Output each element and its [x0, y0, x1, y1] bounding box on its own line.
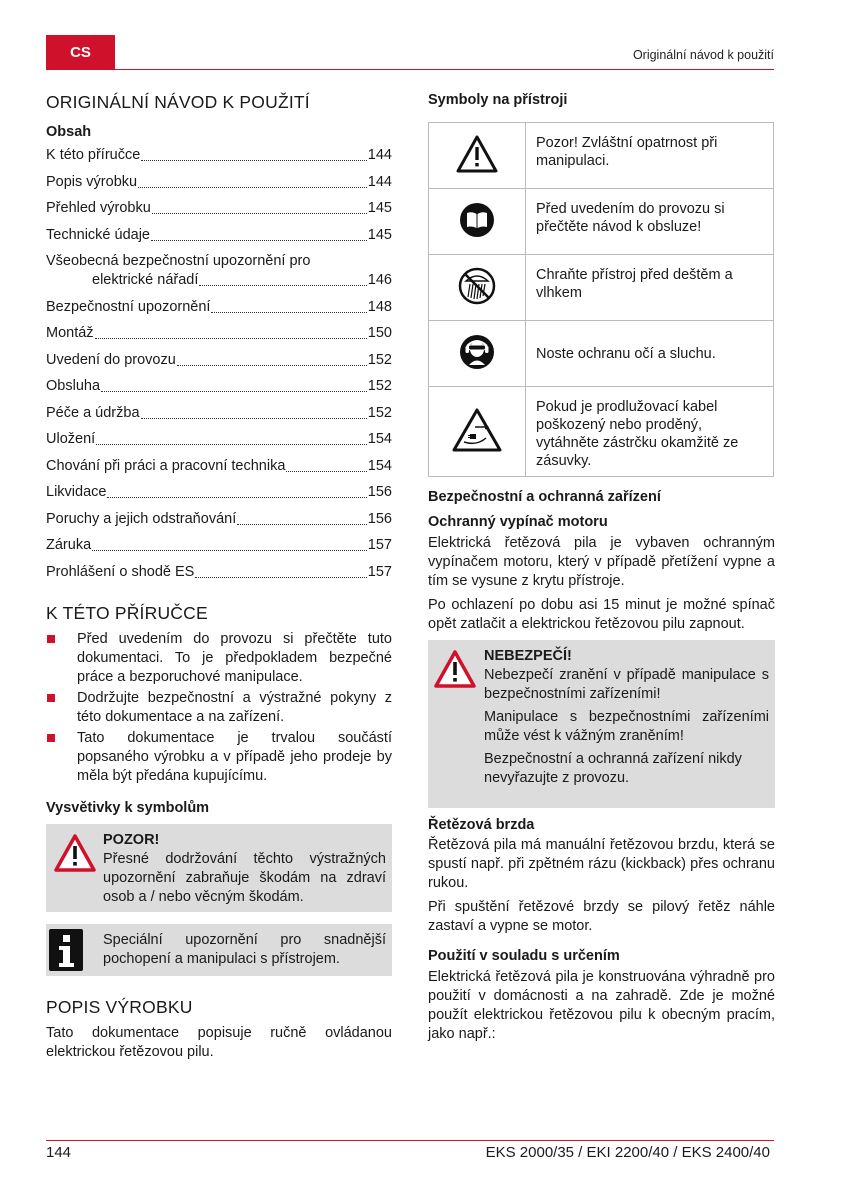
info-box	[46, 924, 392, 976]
toc-leader	[141, 418, 367, 419]
toc-leader	[141, 160, 367, 161]
symbol-row	[429, 255, 774, 321]
toc-entry-title: Prohlášení o shodě ES	[46, 563, 195, 580]
toc-entry-title: Poruchy a jejich odstraňování	[46, 510, 237, 527]
right-column	[428, 88, 775, 1044]
warning-triangle-icon	[455, 134, 499, 174]
list-item-text: Dodržujte bezpečnostní a výstražné pokyny z této dokumentace a na zařízení.	[77, 689, 392, 725]
toc-leader	[177, 365, 367, 366]
caution-title: POZOR!	[103, 831, 160, 848]
danger-text: Manipulace s bezpečnostními zařízeními může vést k vážným zraněním!	[484, 709, 769, 744]
left-column	[46, 88, 392, 1062]
toc-entry	[46, 483, 392, 502]
toc-entry-title: Montáž	[46, 325, 94, 341]
caution-text: Přesné dodržování těchto výstražných upozornění zabraňuje škodám na zdraví osob a / nebo věcným škodám.	[103, 850, 386, 905]
legend-title: Vysvětivky k symbolům	[46, 799, 210, 816]
toc-entry	[46, 226, 392, 245]
brake-paragraph: Řetězová pila má manuální řetězovou brzdu, která se spustí např. při zpětném rázu (kickback) přes ochranu rukou.	[428, 837, 775, 891]
warning-triangle-icon	[54, 834, 96, 872]
table-of-contents	[46, 146, 392, 582]
motor-paragraph: Elektrická řetězová pila je vybaven ochranným vypínačem motoru, který v případě přetížení vypne a tím se vysune z krytu přístroje.	[428, 535, 775, 589]
toc-leader	[152, 213, 367, 214]
info-icon	[49, 929, 83, 971]
list-item	[46, 630, 392, 687]
toc-entry	[46, 173, 392, 192]
toc-entry	[46, 404, 392, 423]
info-text: Speciální upozornění pro snadnější pochopení a manipulaci s přístrojem.	[103, 931, 386, 967]
symbol-row	[429, 123, 774, 189]
symbol-row	[429, 387, 774, 477]
toc-entry-title: Technické údaje	[46, 226, 150, 243]
toc-page: 154	[367, 431, 392, 447]
toc-leader	[107, 497, 366, 498]
symbol-row	[429, 321, 774, 387]
list-item	[46, 689, 392, 727]
danger-box	[428, 640, 775, 808]
toc-entry	[46, 457, 392, 476]
toc-entry-title: Péče a údržba	[46, 404, 140, 421]
read-manual-icon	[459, 202, 495, 238]
toc-page: 146	[367, 272, 392, 288]
toc-entry-title: Popis výrobku	[46, 173, 138, 190]
toc-entry	[46, 146, 392, 165]
list-item-text: Tato dokumentace je trvalou součástí popsaného výrobku a v případě jeho prodeje by měla být předána kupujícímu.	[77, 729, 392, 784]
symbol-text: Noste ochranu očí a sluchu.	[526, 321, 774, 387]
motor-paragraph: Po ochlazení po dobu asi 15 minut je možné spínač opět zatlačit a elektrickou řetězovou pilu zapnout.	[428, 597, 775, 632]
toc-leader	[96, 444, 367, 445]
toc-entry	[46, 563, 392, 582]
use-paragraph: Elektrická řetězová pila je konstruována výhradně pro použití v domácnosti a na zahradě. Zde je možné použít elektrickou řetězovou pilu k obecným pracím, jako např.:	[428, 969, 775, 1042]
toc-entry	[46, 298, 392, 317]
footer-rule	[46, 1140, 774, 1141]
bullet-square-icon	[47, 734, 55, 742]
toc-entry-title: Záruka	[46, 537, 92, 553]
toc-leader	[95, 338, 367, 339]
safety-title: Bezpečnostní a ochranná zařízení	[428, 489, 661, 505]
toc-entry	[46, 252, 392, 290]
toc-entry	[46, 510, 392, 529]
toc-page: 145	[367, 200, 392, 216]
brake-paragraph: Při spuštění řetězové brzdy se pilový řetěz náhle zastaví a vypne se motor.	[428, 899, 775, 934]
toc-entry	[46, 536, 392, 555]
symbol-text: Chraňte přístroj před deštěm a vlhkem	[526, 255, 774, 321]
unplug-warning-icon	[451, 407, 503, 453]
product-text: Tato dokumentace popisuje ručně ovládanou elektrickou řetězovou pilu.	[46, 1024, 392, 1060]
toc-entry-title: Likvidace	[46, 484, 107, 500]
toc-page: 152	[367, 351, 392, 368]
header-title: Originální návod k použití	[632, 48, 774, 62]
toc-entry-title: Uložení	[46, 431, 96, 447]
language-tab: CS	[46, 35, 115, 70]
toc-leader	[237, 524, 367, 525]
toc-entry-title: K této příručce	[46, 147, 141, 163]
eye-ear-protection-icon	[459, 334, 495, 370]
product-title: POPIS VÝROBKU	[46, 996, 193, 1017]
symbol-text: Před uvedením do provozu si přečtěte návod k obsluze!	[526, 189, 774, 255]
list-item-text: Před uvedením do provozu si přečtěte tuto dokumentaci. To je předpokladem bezpečné práce a bezporuchové manipulace.	[77, 630, 392, 685]
page-number: 144	[46, 1144, 72, 1161]
toc-entry-title: Uvedení do provozu	[46, 351, 176, 368]
bullet-square-icon	[47, 694, 55, 702]
bullet-square-icon	[47, 635, 55, 643]
toc-page: 152	[367, 404, 392, 421]
toc-page: 156	[367, 484, 392, 500]
toc-page: 157	[367, 563, 392, 580]
toc-page: 148	[367, 298, 392, 315]
toc-title: Obsah	[46, 124, 92, 140]
caution-box	[46, 824, 392, 912]
toc-entry-title: Chování při práci a pracovní technika	[46, 457, 286, 474]
no-rain-icon	[457, 266, 497, 306]
symbols-title: Symboly na přístroji	[428, 92, 568, 108]
toc-leader	[211, 312, 366, 313]
toc-page: 145	[367, 226, 392, 243]
toc-entry-title: Všeobecná bezpečnostní upozornění pro	[46, 253, 311, 269]
symbol-row	[429, 189, 774, 255]
toc-page: 154	[367, 457, 392, 474]
toc-page: 156	[367, 510, 392, 527]
toc-leader	[151, 240, 367, 241]
toc-page: 144	[367, 147, 392, 163]
toc-entry-title: Obsluha	[46, 378, 101, 394]
toc-entry	[46, 430, 392, 449]
danger-text: Nebezpečí zranění v případě manipulace s bezpečnostními zařízeními!	[484, 667, 769, 702]
toc-leader	[195, 577, 366, 578]
toc-entry	[46, 351, 392, 370]
toc-leader	[92, 550, 367, 551]
header-rule	[46, 69, 774, 70]
list-item	[46, 729, 392, 786]
toc-page: 144	[367, 173, 392, 190]
toc-page: 157	[367, 537, 392, 553]
toc-leader	[138, 187, 367, 188]
symbols-table	[428, 122, 774, 477]
toc-entry	[46, 377, 392, 396]
toc-entry	[46, 199, 392, 218]
toc-entry-title: Bezpečnostní upozornění	[46, 298, 211, 315]
toc-entry-title: Přehled výrobku	[46, 200, 151, 216]
use-title: Použití v souladu s určením	[428, 948, 620, 964]
about-title: K TÉTO PŘÍRUČCE	[46, 602, 208, 623]
toc-entry	[46, 324, 392, 343]
main-title: ORIGINÁLNÍ NÁVOD K POUŽITÍ	[46, 92, 310, 112]
toc-leader	[101, 391, 367, 392]
danger-title: NEBEZPEČÍ!	[484, 648, 572, 664]
symbol-text: Pokud je prodlužovací kabel poškozený nebo proděný, vytáhněte zástrčku okamžitě ze zásuvky.	[526, 387, 774, 477]
motor-title: Ochranný vypínač motoru	[428, 514, 608, 530]
toc-leader	[199, 285, 366, 286]
toc-entry-title: elektrické nářadí	[92, 272, 199, 288]
symbol-text: Pozor! Zvláštní opatrnost při manipulaci.	[526, 123, 774, 189]
danger-triangle-icon	[434, 650, 476, 688]
toc-page: 150	[367, 325, 392, 341]
brake-title: Řetězová brzda	[428, 817, 535, 833]
about-bullets	[46, 630, 392, 786]
danger-text: Bezpečnostní a ochranná zařízení nikdy nevyřazujte z provozu.	[484, 751, 742, 786]
model-names: EKS 2000/35 / EKI 2200/40 / EKS 2400/40	[485, 1144, 770, 1161]
toc-page: 152	[367, 378, 392, 394]
toc-leader	[286, 471, 366, 472]
